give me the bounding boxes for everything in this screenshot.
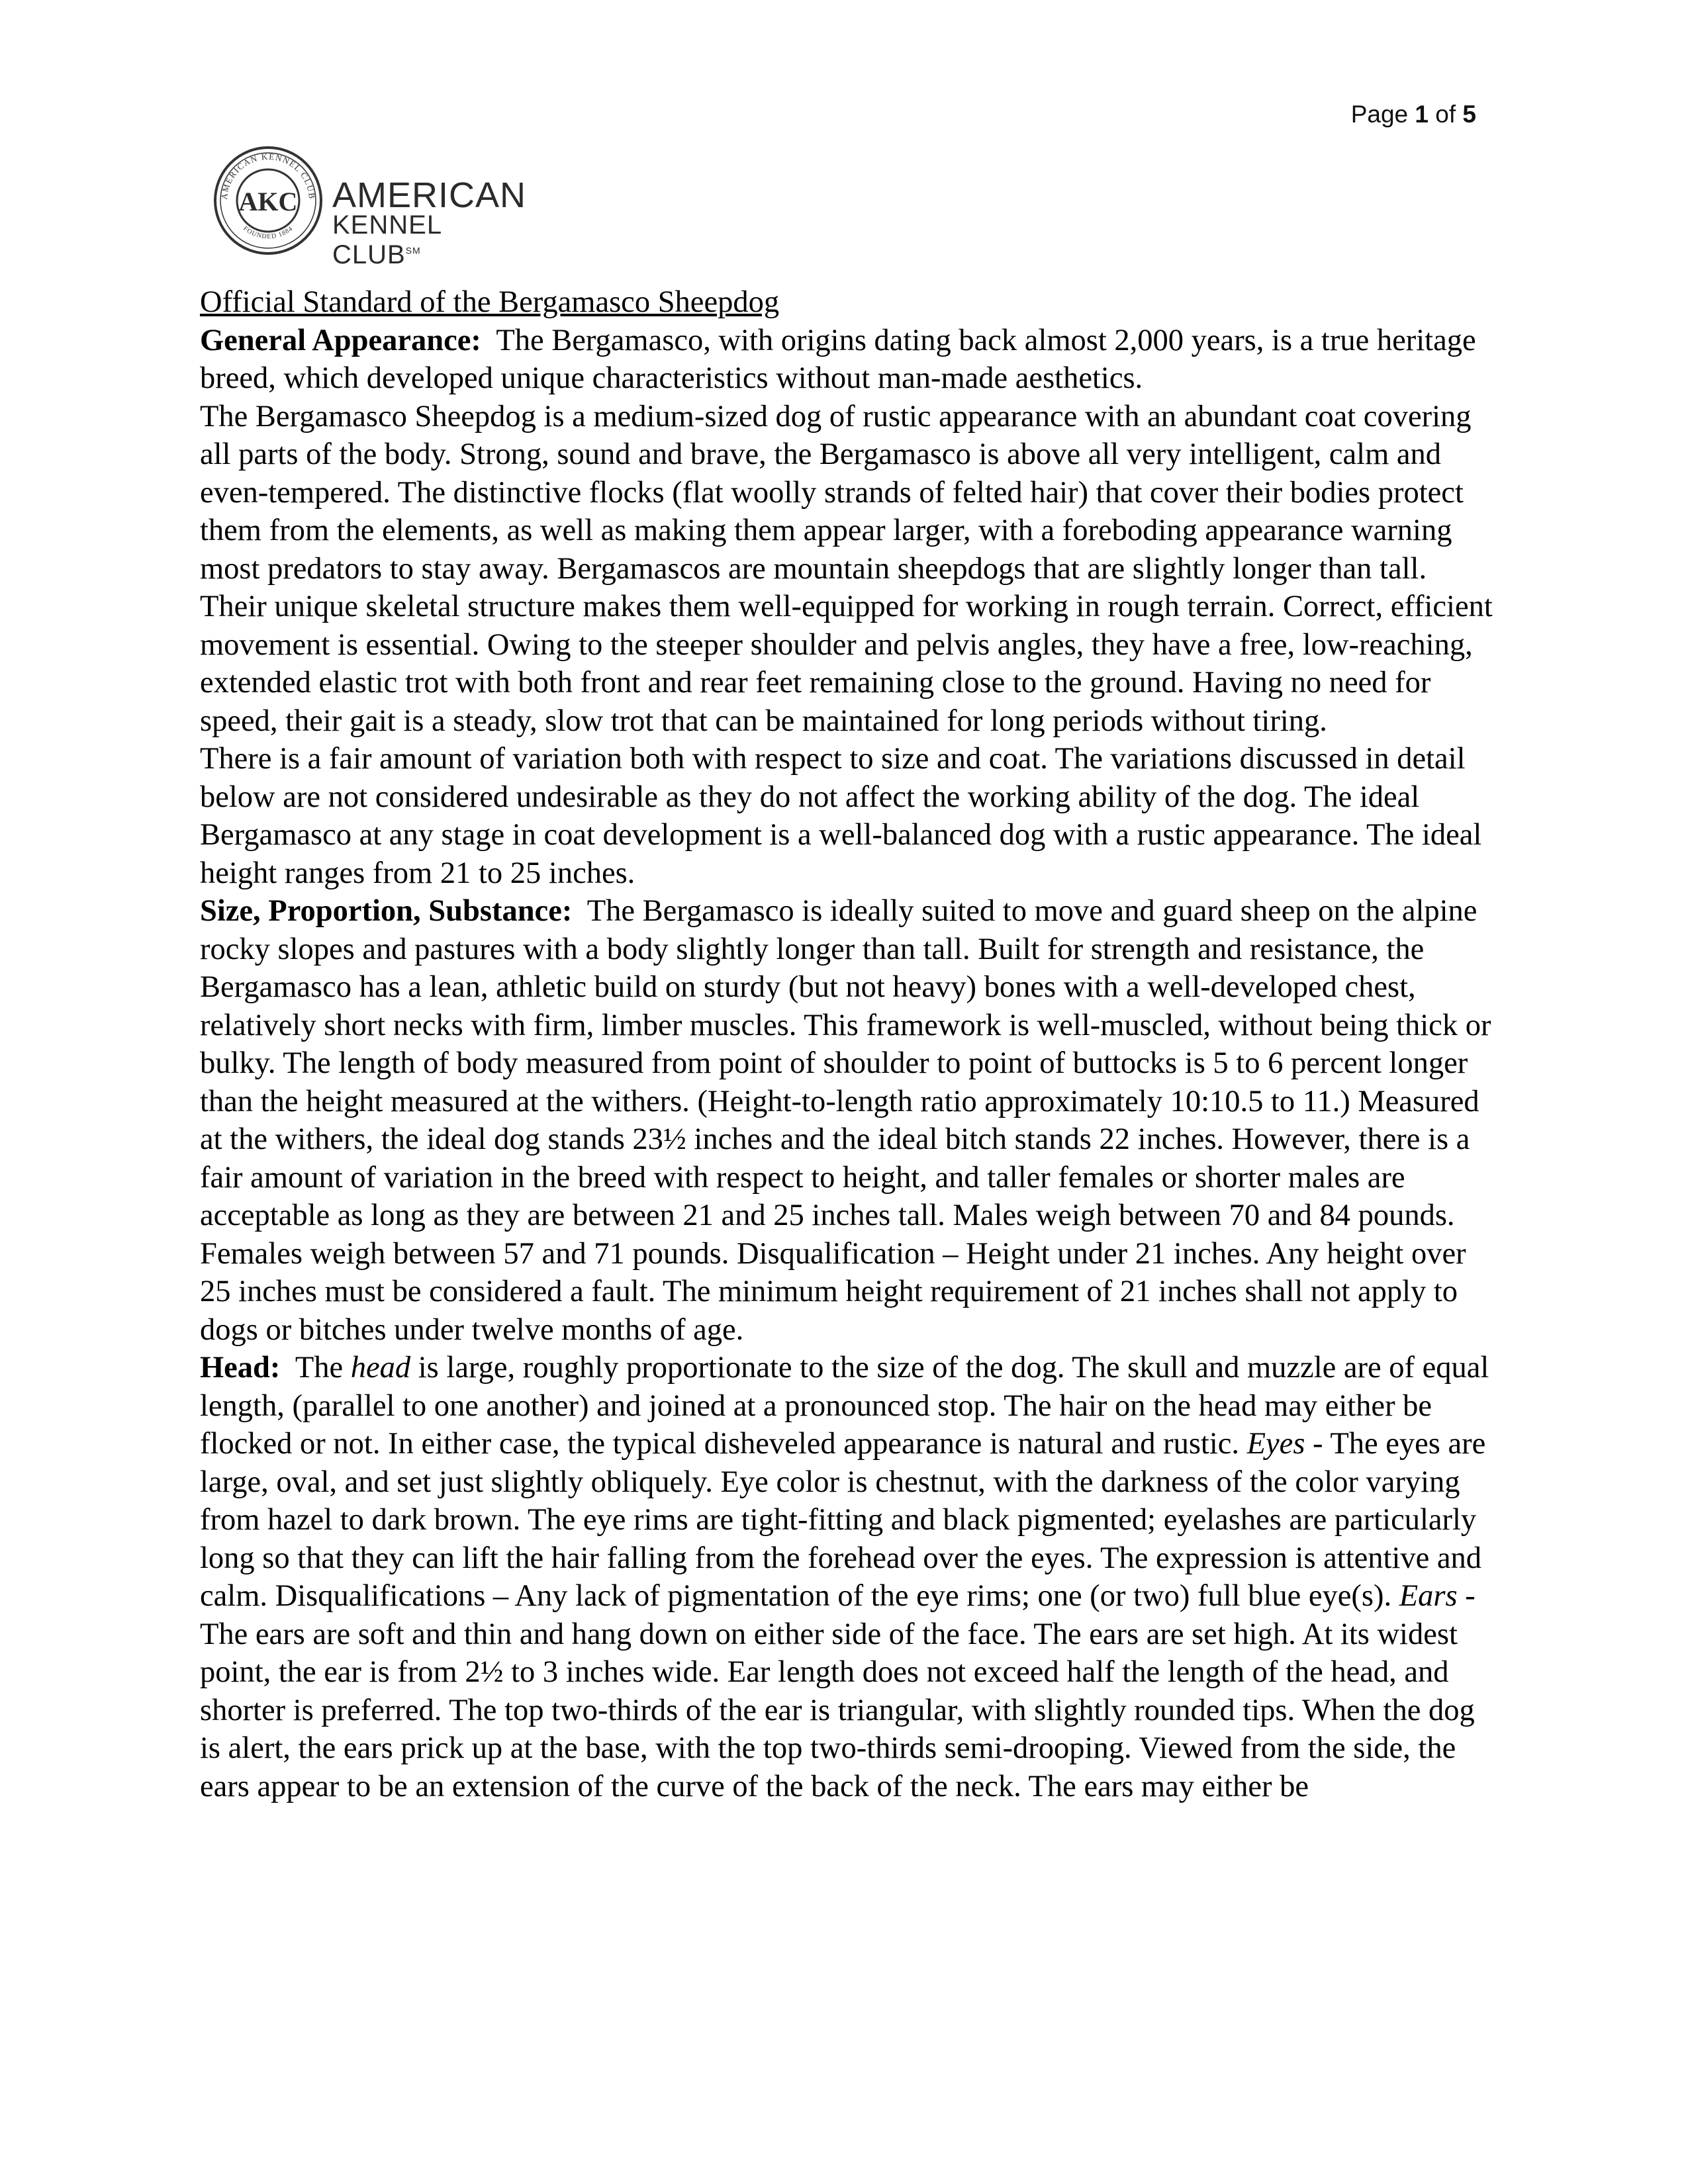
ears-italic-term: Ears bbox=[1399, 1579, 1458, 1613]
akc-seal-icon bbox=[212, 144, 324, 257]
general-appearance-paragraph-3: There is a fair amount of variation both with respect to size and coat. The variations discussed in detail below are not considered undesirable as they do not affect the working ability of the dog. The ideal Bergamasco at any stage in coat development is a well-balanced dog with a rustic appearance. The ideal height ranges from 21 to 25 inches. bbox=[200, 742, 1482, 890]
head-label: Head: bbox=[200, 1351, 281, 1385]
general-appearance-paragraph bbox=[200, 322, 1497, 398]
size-proportion-substance-paragraph bbox=[200, 892, 1497, 1349]
size-proportion-substance-label: Size, Proportion, Substance: bbox=[200, 894, 573, 928]
page-number-total: 5 bbox=[1462, 101, 1476, 128]
general-appearance-text: The Bergamasco, with origins dating back almost 2,000 years, is a true heritage breed, which developed unique characteristics without man-made aesthetics. bbox=[200, 323, 1476, 395]
page-number-current: 1 bbox=[1415, 101, 1429, 128]
seal-bottom-text: FOUNDED 1884 bbox=[242, 224, 295, 241]
akc-logo bbox=[212, 144, 527, 270]
head-paragraph bbox=[200, 1349, 1497, 1805]
document-title: Official Standard of the Bergamasco Sheepdog bbox=[200, 285, 780, 319]
eyes-italic-term: Eyes bbox=[1246, 1427, 1305, 1461]
general-appearance-label: General Appearance: bbox=[200, 323, 481, 357]
page-number-prefix: Page bbox=[1350, 101, 1409, 128]
head-text-2: is large, roughly proportionate to the size of the dog. The skull and muzzle are of equal length, (parallel to one another) and joined at a pronounced stop. The hair on the head may either be flocked or not. In either case, the typical disheveled appearance is natural and rustic. bbox=[200, 1351, 1489, 1461]
size-proportion-substance-text: The Bergamasco is ideally suited to move and guard sheep on the alpine rocky slopes and pastures with a body slightly longer than tall. Built for strength and resistance, the Bergamasco has a lean, athletic build on sturdy (but not heavy) bones with a well-developed chest, relatively short necks with firm, limber muscles. This framework is well-muscled, without being thick or bulky. The length of body measured from point of shoulder to point of buttocks is 5 to 6 percent longer than the height measured at the withers. (Height-to-length ratio approximately 10:10.5 to 11.) Measured at the withers, the ideal dog stands 23½ inches and the ideal bitch stands 22 inches. However, there is a fair amount of variation in the breed with respect to height, and taller females or shorter males are acceptable as long as they are between 21 and 25 inches tall. Males weigh between 70 and 84 pounds. Females weigh between 57 and 71 pounds. Disqualification – Height under 21 inches. Any height over 25 inches must be considered a fault. The minimum height requirement of 21 inches shall not apply to dogs or bitches under twelve months of age. bbox=[200, 894, 1491, 1347]
page-number-of: of bbox=[1435, 101, 1456, 128]
logo-trademark: SM bbox=[405, 245, 421, 256]
seal-initials: AKC bbox=[238, 187, 298, 216]
page-number bbox=[1351, 101, 1476, 128]
seal-ring-text: AMERICAN KENNEL CLUB bbox=[218, 151, 318, 201]
logo-name-line2 bbox=[332, 210, 516, 270]
logo-name-line2-text: KENNEL CLUB bbox=[332, 210, 442, 269]
logo-name-line1: AMERICAN bbox=[332, 175, 527, 215]
svg-text:FOUNDED 1884 bbox=[242, 225, 294, 240]
document-body bbox=[200, 283, 1497, 1805]
head-text-4: - The ears are soft and thin and hang down on either side of the face. The ears are set high. At its widest point, the ear is from 2½ to 3 inches wide. Ear length does not exceed half the length of the head, and shorter is preferred. The top two-thirds of the ear is triangular, with slightly rounded tips. When the dog is alert, the ears prick up at the base, with the top two-thirds semi-drooping. Viewed from the side, the ears appear to be an extension of the curve of the back of the neck. The ears may either be bbox=[200, 1579, 1476, 1803]
head-text-3: - The eyes are large, oval, and set just slightly obliquely. Eye color is chestnut, with the darkness of the color varying from hazel to dark brown. The eye rims are tight-fitting and black pigmented; eyelashes are particularly long so that they can lift the hair falling from the forehead over the eyes. The expression is attentive and calm. Disqualifications – Any lack of pigmentation of the eye rims; one (or two) full blue eye(s). bbox=[200, 1427, 1486, 1613]
head-text-1: The bbox=[295, 1351, 351, 1385]
head-italic-term: head bbox=[350, 1351, 411, 1385]
general-appearance-paragraph-2: The Bergamasco Sheepdog is a medium-sized dog of rustic appearance with an abundant coat covering all parts of the body. Strong, sound and brave, the Bergamasco is above all very intelligent, calm and even-tempered. The distinctive flocks (flat woolly strands of felted hair) that cover their bodies protect them from the elements, as well as making them appear larger, with a foreboding appearance warning most predators to stay away. Bergamascos are mountain sheepdogs that are slightly longer than tall. Their unique skeletal structure makes them well-equipped for working in rough terrain. Correct, efficient movement is essential. Owing to the steeper shoulder and pelvis angles, they have a free, low-reaching, extended elastic trot with both front and rear feet remaining close to the ground. Having no need for speed, their gait is a steady, slow trot that can be maintained for long periods without tiring. bbox=[200, 399, 1493, 738]
